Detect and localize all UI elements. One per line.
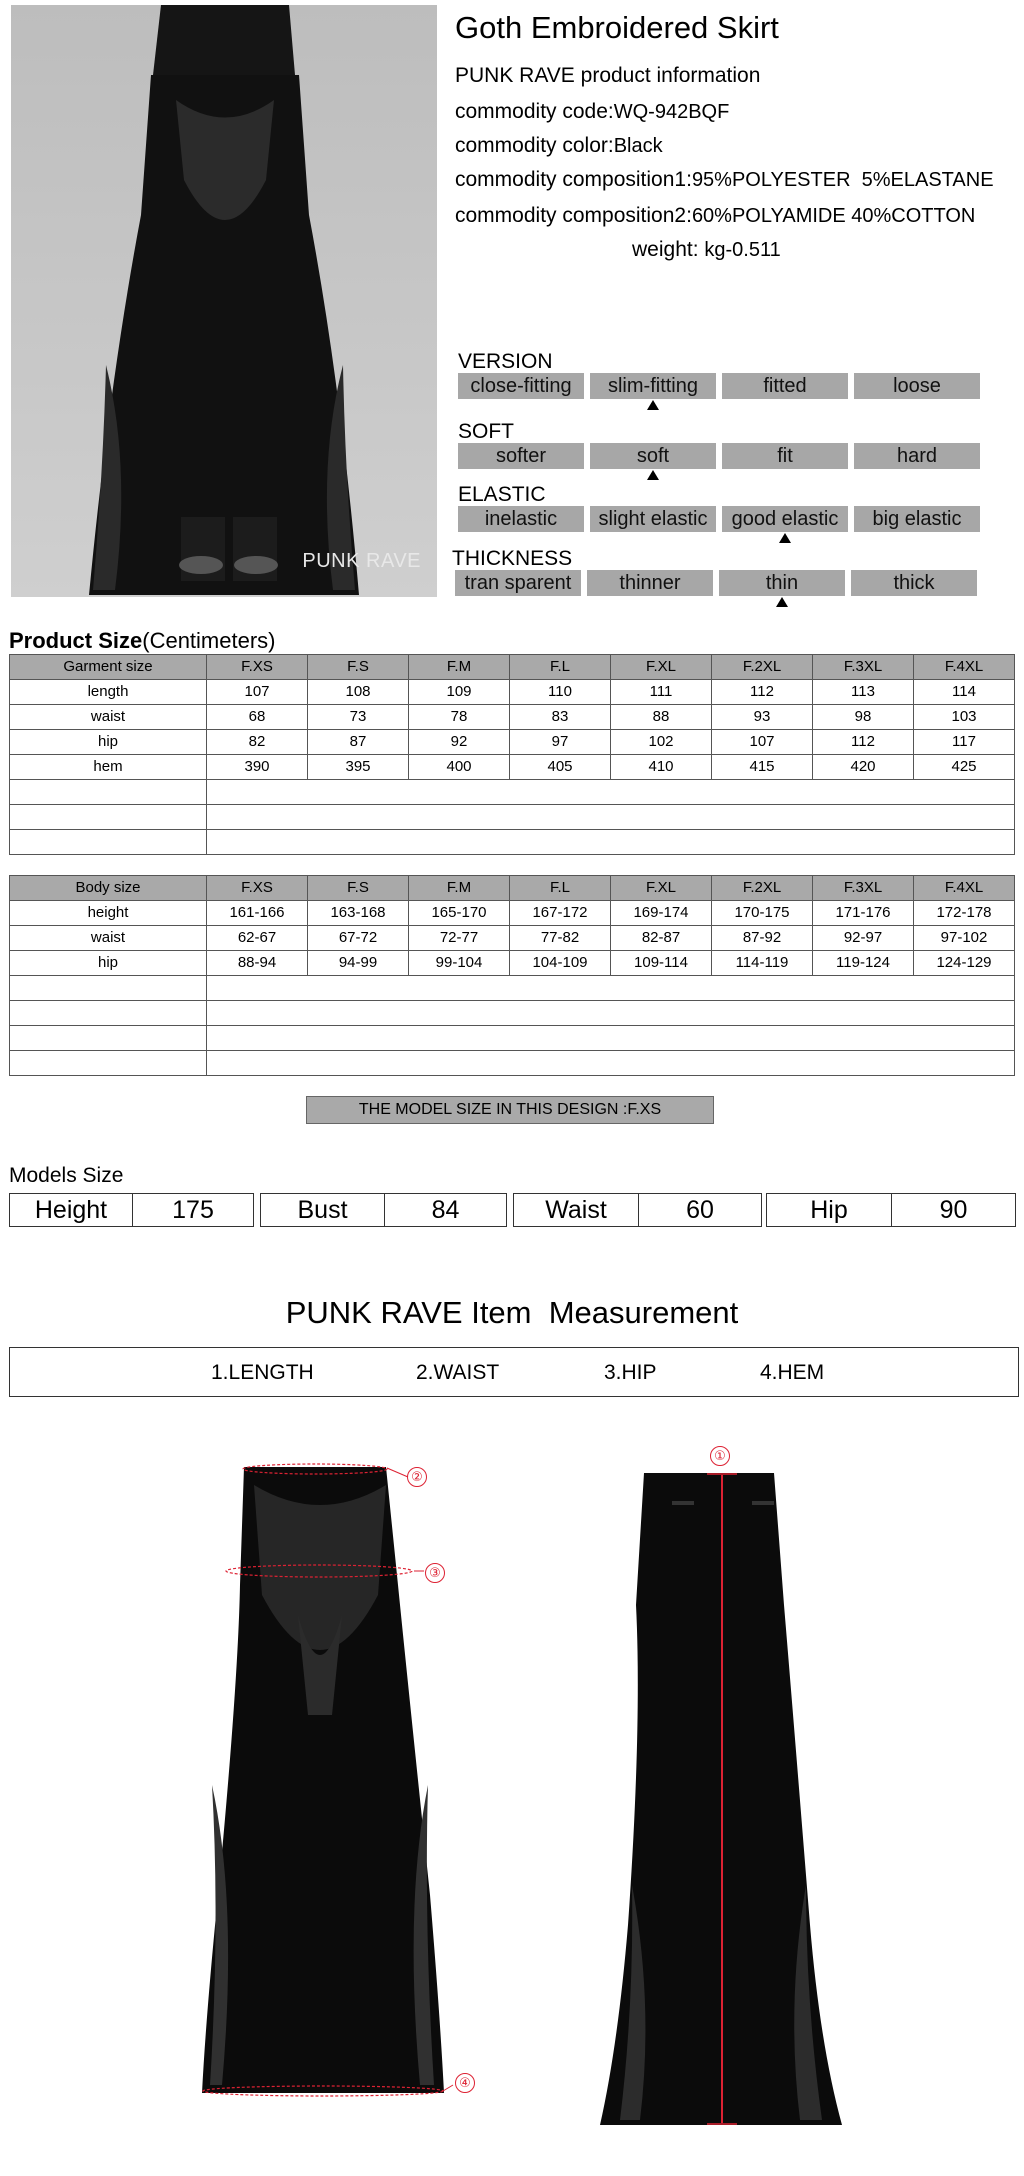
empty-cell bbox=[10, 1001, 207, 1026]
table-cell: 167-172 bbox=[510, 901, 611, 926]
info-value: kg-0.511 bbox=[704, 239, 781, 261]
table-row bbox=[10, 730, 1015, 755]
elastic-selected-marker bbox=[779, 533, 791, 543]
table-header-cell: F.3XL bbox=[813, 655, 914, 680]
empty-row bbox=[10, 1026, 1015, 1051]
table-cell: 103 bbox=[914, 705, 1015, 730]
table-cell: waist bbox=[10, 926, 207, 951]
table-cell: 415 bbox=[712, 755, 813, 780]
table-cell: length bbox=[10, 680, 207, 705]
version-title: VERSION bbox=[458, 350, 553, 373]
table-cell: 165-170 bbox=[409, 901, 510, 926]
thickness-option: tran sparent bbox=[455, 570, 581, 596]
info-value: Black bbox=[613, 135, 663, 157]
empty-cell bbox=[207, 805, 1015, 830]
table-row bbox=[10, 901, 1015, 926]
product-photo bbox=[11, 5, 437, 597]
table-row bbox=[10, 926, 1015, 951]
table-header-cell: Body size bbox=[10, 876, 207, 901]
table-cell: 87-92 bbox=[712, 926, 813, 951]
table-cell: hip bbox=[10, 951, 207, 976]
empty-cell bbox=[207, 1026, 1015, 1051]
info-row-composition2 bbox=[455, 204, 975, 228]
measurement-legend bbox=[9, 1347, 1019, 1397]
table-cell: 119-124 bbox=[813, 951, 914, 976]
info-label: weight: bbox=[632, 238, 699, 261]
empty-cell bbox=[207, 780, 1015, 805]
table-header-cell: F.S bbox=[308, 655, 409, 680]
empty-cell bbox=[10, 976, 207, 1001]
measurement-title: PUNK RAVE Item Measurement bbox=[285, 1295, 739, 1330]
hem-marker: ④ bbox=[455, 2073, 475, 2093]
table-cell: 88 bbox=[611, 705, 712, 730]
table-cell: 169-174 bbox=[611, 901, 712, 926]
soft-selected-marker bbox=[647, 470, 659, 480]
table-cell: 110 bbox=[510, 680, 611, 705]
product-size-unit: (Centimeters) bbox=[142, 628, 276, 653]
table-header-cell: F.S bbox=[308, 876, 409, 901]
version-option: loose bbox=[854, 373, 980, 399]
table-header-cell: F.L bbox=[510, 876, 611, 901]
table-cell: 102 bbox=[611, 730, 712, 755]
table-cell: 109-114 bbox=[611, 951, 712, 976]
table-cell: 73 bbox=[308, 705, 409, 730]
info-row-weight bbox=[632, 238, 781, 262]
garment-size-table bbox=[9, 654, 1015, 855]
empty-cell bbox=[10, 830, 207, 855]
table-header-cell: F.XL bbox=[611, 655, 712, 680]
table-cell: 113 bbox=[813, 680, 914, 705]
table-header-cell: F.2XL bbox=[712, 876, 813, 901]
version-option: close-fitting bbox=[458, 373, 584, 399]
soft-option: softer bbox=[458, 443, 584, 469]
product-title: Goth Embroidered Skirt bbox=[455, 10, 779, 45]
soft-option: fit bbox=[722, 443, 848, 469]
watermark: PUNK RAVE bbox=[302, 550, 421, 572]
table-cell: 114-119 bbox=[712, 951, 813, 976]
table-cell: 98 bbox=[813, 705, 914, 730]
table-cell: 83 bbox=[510, 705, 611, 730]
skirt-photo-illustration bbox=[11, 5, 437, 597]
table-header-cell: F.4XL bbox=[914, 876, 1015, 901]
elastic-option: inelastic bbox=[458, 506, 584, 532]
table-header-cell: F.3XL bbox=[813, 876, 914, 901]
product-size-title bbox=[9, 628, 276, 654]
empty-row bbox=[10, 1001, 1015, 1026]
info-label: commodity code: bbox=[455, 100, 614, 123]
models-size-title: Models Size bbox=[9, 1164, 124, 1187]
model-stat-label: Hip bbox=[810, 1196, 848, 1224]
table-cell: 94-99 bbox=[308, 951, 409, 976]
empty-cell bbox=[207, 1051, 1015, 1076]
table-header-cell: F.L bbox=[510, 655, 611, 680]
table-cell: waist bbox=[10, 705, 207, 730]
model-stat-hip bbox=[766, 1193, 1016, 1227]
empty-row bbox=[10, 1051, 1015, 1076]
model-stat-value: 84 bbox=[431, 1196, 460, 1224]
body-size-table bbox=[9, 875, 1015, 1076]
empty-row bbox=[10, 805, 1015, 830]
table-cell: 163-168 bbox=[308, 901, 409, 926]
table-cell: 67-72 bbox=[308, 926, 409, 951]
table-cell: 82-87 bbox=[611, 926, 712, 951]
info-label: commodity composition1: bbox=[455, 168, 692, 191]
empty-row bbox=[10, 976, 1015, 1001]
table-cell: 395 bbox=[308, 755, 409, 780]
info-value: 60%POLYAMIDE 40%COTTON bbox=[691, 205, 976, 227]
model-stat-label: Height bbox=[34, 1196, 108, 1224]
elastic-title: ELASTIC bbox=[458, 483, 546, 506]
table-cell: 112 bbox=[813, 730, 914, 755]
table-cell: 104-109 bbox=[510, 951, 611, 976]
model-stat-value: 175 bbox=[172, 1196, 214, 1224]
table-cell: hip bbox=[10, 730, 207, 755]
table-cell: 99-104 bbox=[409, 951, 510, 976]
measurement-item: 4.HEM bbox=[760, 1361, 825, 1384]
info-label: commodity color: bbox=[455, 134, 614, 157]
empty-cell bbox=[207, 830, 1015, 855]
table-cell: 68 bbox=[207, 705, 308, 730]
table-cell: 87 bbox=[308, 730, 409, 755]
waist-marker: ② bbox=[407, 1467, 427, 1487]
empty-cell bbox=[10, 1051, 207, 1076]
table-header-cell: F.XS bbox=[207, 655, 308, 680]
table-cell: 172-178 bbox=[914, 901, 1015, 926]
info-value: WQ-942BQF bbox=[613, 101, 730, 123]
measurement-item: 3.HIP bbox=[604, 1361, 657, 1384]
thickness-option: thick bbox=[851, 570, 977, 596]
table-cell: 111 bbox=[611, 680, 712, 705]
table-cell: 114 bbox=[914, 680, 1015, 705]
table-cell: 171-176 bbox=[813, 901, 914, 926]
elastic-option: slight elastic bbox=[590, 506, 716, 532]
product-size-heading: Product Size bbox=[9, 628, 143, 653]
empty-cell bbox=[10, 780, 207, 805]
table-cell: 82 bbox=[207, 730, 308, 755]
table-cell: 117 bbox=[914, 730, 1015, 755]
table-cell: 107 bbox=[207, 680, 308, 705]
table-cell: 390 bbox=[207, 755, 308, 780]
version-option: slim-fitting bbox=[590, 373, 716, 399]
table-cell: 62-67 bbox=[207, 926, 308, 951]
thickness-option: thinner bbox=[587, 570, 713, 596]
table-cell: 420 bbox=[813, 755, 914, 780]
thickness-selected-marker bbox=[776, 597, 788, 607]
table-cell: 78 bbox=[409, 705, 510, 730]
empty-cell bbox=[10, 1026, 207, 1051]
table-header-cell: F.4XL bbox=[914, 655, 1015, 680]
soft-option: hard bbox=[854, 443, 980, 469]
table-cell: 425 bbox=[914, 755, 1015, 780]
table-cell: 170-175 bbox=[712, 901, 813, 926]
model-stat-value: 90 bbox=[939, 1196, 968, 1224]
table-cell: height bbox=[10, 901, 207, 926]
table-header-cell: F.M bbox=[409, 876, 510, 901]
empty-cell bbox=[207, 976, 1015, 1001]
model-stat-bust bbox=[260, 1193, 507, 1227]
info-row-composition1 bbox=[455, 168, 994, 192]
info-row-color bbox=[455, 134, 663, 158]
model-stat-value: 60 bbox=[686, 1196, 714, 1224]
model-size-note: THE MODEL SIZE IN THIS DESIGN :F.XS bbox=[306, 1096, 714, 1124]
table-header-cell: F.M bbox=[409, 655, 510, 680]
empty-cell bbox=[207, 1001, 1015, 1026]
version-selected-marker bbox=[647, 400, 659, 410]
table-cell: 72-77 bbox=[409, 926, 510, 951]
table-cell: 77-82 bbox=[510, 926, 611, 951]
table-cell: 107 bbox=[712, 730, 813, 755]
soft-option: soft bbox=[590, 443, 716, 469]
table-cell: 405 bbox=[510, 755, 611, 780]
table-header-row bbox=[10, 655, 1015, 680]
table-cell: 400 bbox=[409, 755, 510, 780]
empty-row bbox=[10, 830, 1015, 855]
table-row bbox=[10, 680, 1015, 705]
thickness-option: thin bbox=[719, 570, 845, 596]
elastic-option: big elastic bbox=[854, 506, 980, 532]
table-header-cell: F.XS bbox=[207, 876, 308, 901]
table-row bbox=[10, 951, 1015, 976]
skirt-back-illustration bbox=[596, 1465, 858, 2135]
table-cell: 92-97 bbox=[813, 926, 914, 951]
model-stat-label: Bust bbox=[297, 1196, 348, 1224]
table-header-row bbox=[10, 876, 1015, 901]
table-cell: 124-129 bbox=[914, 951, 1015, 976]
empty-cell bbox=[10, 805, 207, 830]
table-cell: 97-102 bbox=[914, 926, 1015, 951]
table-cell: 88-94 bbox=[207, 951, 308, 976]
soft-title: SOFT bbox=[458, 420, 514, 443]
table-cell: 93 bbox=[712, 705, 813, 730]
info-label: commodity composition2: bbox=[455, 204, 692, 227]
skirt-front-illustration bbox=[190, 1455, 470, 2100]
table-cell: 161-166 bbox=[207, 901, 308, 926]
table-row bbox=[10, 755, 1015, 780]
table-cell: 97 bbox=[510, 730, 611, 755]
version-option: fitted bbox=[722, 373, 848, 399]
table-cell: 108 bbox=[308, 680, 409, 705]
table-cell: hem bbox=[10, 755, 207, 780]
table-cell: 109 bbox=[409, 680, 510, 705]
table-row bbox=[10, 705, 1015, 730]
measurement-item: 2.WAIST bbox=[416, 1361, 500, 1384]
table-cell: 112 bbox=[712, 680, 813, 705]
model-stat-waist bbox=[513, 1193, 762, 1227]
info-row-code bbox=[455, 100, 729, 124]
empty-row bbox=[10, 780, 1015, 805]
length-marker: ① bbox=[710, 1446, 730, 1466]
thickness-title: THICKNESS bbox=[452, 547, 573, 570]
model-stat-label: Waist bbox=[545, 1196, 607, 1224]
table-header-cell: F.2XL bbox=[712, 655, 813, 680]
product-subtitle: PUNK RAVE product information bbox=[455, 64, 761, 87]
measurement-item: 1.LENGTH bbox=[211, 1361, 314, 1384]
model-stat-height bbox=[9, 1193, 254, 1227]
info-value: 95%POLYESTER 5%ELASTANE bbox=[691, 169, 994, 191]
table-cell: 92 bbox=[409, 730, 510, 755]
table-header-cell: Garment size bbox=[10, 655, 207, 680]
table-header-cell: F.XL bbox=[611, 876, 712, 901]
table-cell: 410 bbox=[611, 755, 712, 780]
hip-marker: ③ bbox=[425, 1563, 445, 1583]
elastic-option: good elastic bbox=[722, 506, 848, 532]
